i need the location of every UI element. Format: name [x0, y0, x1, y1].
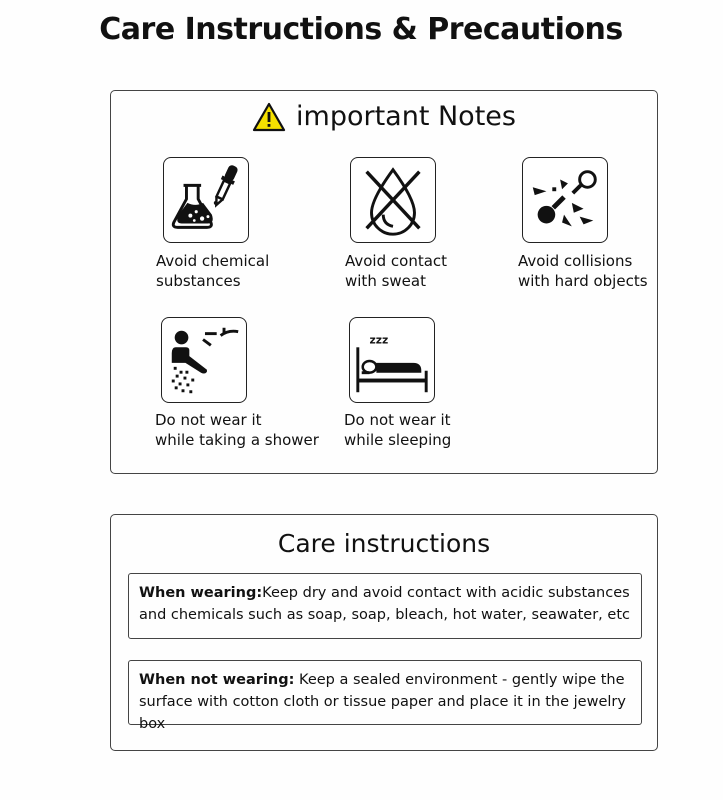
no-sweat-drop-icon — [350, 157, 436, 243]
wearing-instruction — [128, 573, 642, 639]
caption-line: substances — [156, 272, 241, 290]
shower-icon — [161, 317, 247, 403]
care-heading: Care instructions — [277, 529, 491, 558]
collision-icon — [522, 157, 608, 243]
sleep-zzz-text: zzz — [369, 333, 389, 347]
sleeping-icon — [349, 317, 435, 403]
caption-line: while sleeping — [344, 431, 452, 449]
caption-sleeping — [344, 410, 451, 450]
caption-line: Avoid collisions — [518, 252, 633, 270]
caption-line: Do not wear it — [344, 411, 451, 429]
important-notes-panel — [110, 90, 658, 474]
wearing-text: Keep dry and avoid contact with acidic substances and chemicals such as soap, soap, bleach, hot water, seawater, etc — [139, 585, 630, 623]
caption-line: while taking a shower — [155, 431, 319, 449]
not-wearing-instruction — [128, 660, 642, 732]
caption-collision — [518, 251, 648, 291]
caption-line: Do not wear it — [155, 411, 262, 429]
warning-triangle-icon — [252, 102, 286, 132]
caption-line: Avoid chemical — [156, 252, 270, 270]
page-title: Care Instructions & Precautions — [99, 12, 623, 47]
caption-sweat — [345, 251, 447, 291]
care-instructions-panel — [110, 514, 658, 751]
not-wearing-label: When not wearing: — [139, 672, 295, 688]
caption-shower — [155, 410, 319, 450]
chemical-flask-icon — [163, 157, 249, 243]
not-wearing-text: Keep a sealed environment - gently wipe the surface with cotton cloth or tissue paper and place it in the jewelry box — [139, 672, 626, 732]
notes-heading-row — [111, 101, 657, 132]
notes-heading: important Notes — [296, 101, 516, 132]
wearing-label: When wearing: — [139, 585, 263, 601]
caption-line: with hard objects — [518, 272, 648, 290]
caption-chemical — [156, 251, 269, 291]
caption-line: with sweat — [345, 272, 426, 290]
caption-line: Avoid contact — [345, 252, 448, 270]
